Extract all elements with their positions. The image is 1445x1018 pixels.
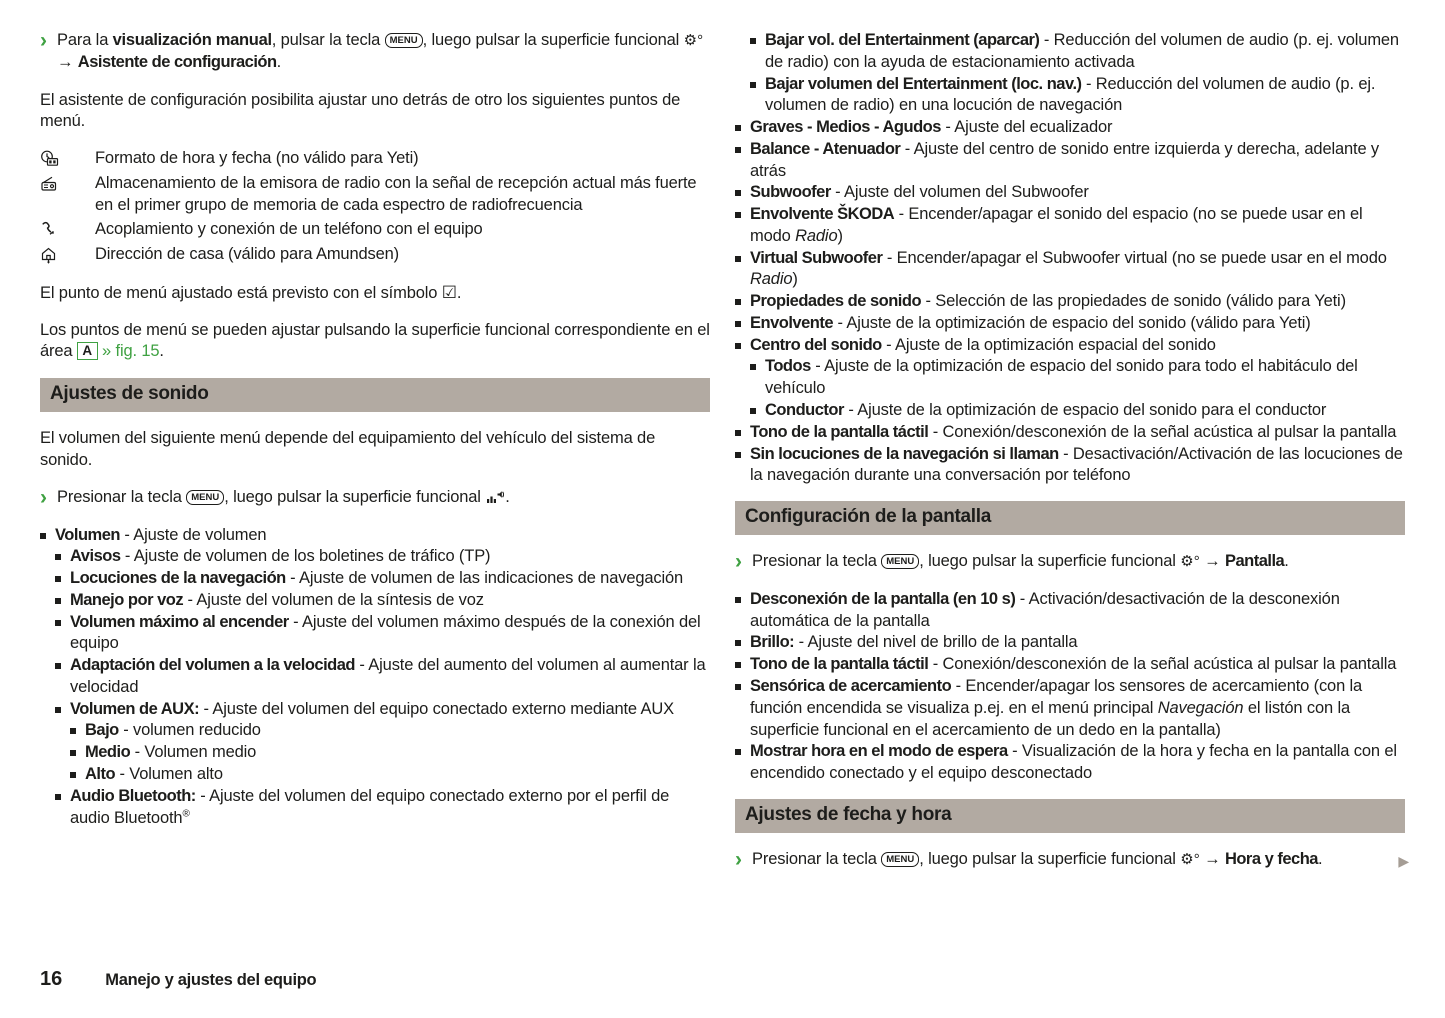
text-segment: Manejo por voz xyxy=(70,590,184,609)
text-segment: Radio xyxy=(795,226,838,245)
area-a-badge: A xyxy=(77,342,98,360)
text-segment: el listón con la superficie funcional en el acercamiento de un dedo en la pantalla) xyxy=(750,698,1350,739)
text-segment: - Ajuste del volumen del equipo conectado externo por el perfil de audio Bluetooth xyxy=(70,786,670,827)
paragraph-symbol xyxy=(40,282,710,305)
text-segment: - Ajuste del volumen del equipo conectado externo mediante AUX xyxy=(199,699,674,718)
text-segment: - Volumen medio xyxy=(130,743,257,762)
setup-item-label: Formato de hora y fecha (no válido para Yeti) xyxy=(95,149,419,168)
text-segment: - Ajuste de la optimización de espacio del sonido para todo el habitáculo del vehículo xyxy=(765,357,1358,398)
text-segment: Bajar volumen del Entertainment (loc. nav.) xyxy=(765,74,1082,93)
text-segment: Conductor xyxy=(765,401,844,420)
text-segment: Propiedades de sonido xyxy=(750,292,922,311)
text-segment: Presionar la tecla xyxy=(752,849,882,868)
text-segment: - Encender/apagar el sonido del espacio (no se puede usar en el modo xyxy=(750,205,1363,245)
text-segment: - Ajuste del aumento del volumen al aumentar la velocidad xyxy=(70,656,706,696)
text-segment: Virtual Subwoofer xyxy=(750,248,883,267)
text-segment: Tono de la pantalla táctil xyxy=(750,655,929,674)
text-segment: , pulsar la tecla xyxy=(271,31,385,49)
text-segment: Volumen de AUX: xyxy=(70,699,200,718)
time-date-icon xyxy=(40,148,95,170)
setup-item xyxy=(40,148,710,170)
text-segment: Graves - Medios - Agudos xyxy=(750,118,941,137)
list-item xyxy=(750,74,1405,118)
text-segment: Brillo: xyxy=(750,633,795,652)
text-segment: - Ajuste del ecualizador xyxy=(940,118,1113,137)
text-segment: - Ajuste de volumen de los boletines de tráfico (TP) xyxy=(120,547,491,566)
text-segment: - Encender/apagar los sensores de acercamiento (con la función encendida se visualiza p.ej. en el menú principal xyxy=(750,676,1363,717)
text-segment: ® xyxy=(182,808,190,820)
list-item xyxy=(55,699,710,721)
setup-item xyxy=(40,173,710,217)
menu-key-icon: MENU xyxy=(881,852,919,867)
list-item xyxy=(735,444,1405,488)
page-continuation-icon: ▶ xyxy=(1398,852,1409,869)
text-segment: Radio xyxy=(750,270,793,289)
text-segment: - Conexión/desconexión de la señal acústica al pulsar la pantalla xyxy=(928,422,1397,441)
text-segment: , luego pulsar la superficie funcional xyxy=(422,31,684,49)
list-item xyxy=(735,182,1405,204)
setup-item-label: Dirección de casa (válido para Amundsen) xyxy=(95,245,399,264)
text-segment: - Selección de las propiedades de sonido (válido para Yeti) xyxy=(921,292,1346,311)
settings-gear-icon: ⚙° xyxy=(1180,850,1200,868)
radio-icon xyxy=(40,173,95,217)
instruction-text xyxy=(752,552,1289,570)
chapter-title: Manejo y ajustes del equipo xyxy=(105,971,317,989)
text-segment: - Reducción del volumen de audio (p. ej. volumen de radio) en una locución de navegación xyxy=(765,74,1376,115)
text-segment: Volumen xyxy=(55,525,120,544)
text-segment: Audio Bluetooth: xyxy=(70,786,196,805)
text-segment: . xyxy=(1284,552,1289,571)
text-segment: , luego pulsar la superficie funcional xyxy=(919,849,1181,868)
list-item xyxy=(735,139,1405,183)
list-item xyxy=(735,654,1405,676)
text-segment: . xyxy=(159,342,164,361)
text-segment: ) xyxy=(792,270,798,289)
menu-key-icon: MENU xyxy=(186,490,224,505)
section-header-sound: Ajustes de sonido xyxy=(40,378,710,412)
setup-item xyxy=(40,244,710,266)
text-segment: - Conexión/desconexión de la señal acústica al pulsar la pantalla xyxy=(928,655,1397,674)
text-segment: Envolvente ŠKODA xyxy=(750,205,895,224)
text-segment: Bajo xyxy=(85,721,119,740)
text-segment: → xyxy=(1199,849,1225,868)
setup-items-list xyxy=(40,148,710,266)
settings-gear-icon: ⚙° xyxy=(1180,553,1200,571)
text-segment: Medio xyxy=(85,743,131,762)
text-segment: Pantalla xyxy=(1224,552,1285,571)
list-item xyxy=(735,204,1405,248)
instruction-sound-menu xyxy=(40,487,710,509)
left-column xyxy=(40,30,710,887)
text-segment: - Ajuste de la optimización de espacio del sonido para el conductor xyxy=(843,401,1327,420)
text-segment: Centro del sonido xyxy=(750,335,882,354)
list-item xyxy=(735,632,1405,654)
text-segment: Locuciones de la navegación xyxy=(70,569,286,588)
list-item xyxy=(735,335,1405,357)
paragraph-volume-dependency xyxy=(40,428,710,472)
text-segment: El volumen del siguiente menú depende del equipamiento del vehículo del sistema de sonido. xyxy=(40,429,656,470)
text-segment: Para la xyxy=(57,31,113,49)
text-segment: Sin locuciones de la navegación si llaman xyxy=(750,444,1059,463)
text-segment: . xyxy=(456,283,462,302)
instruction-text xyxy=(752,850,1322,868)
list-item xyxy=(750,356,1405,400)
list-item xyxy=(735,676,1405,741)
list-item xyxy=(55,590,710,612)
figure-reference-link[interactable]: » fig. 15 xyxy=(97,342,160,361)
text-segment: . xyxy=(505,487,510,506)
setup-item xyxy=(40,219,710,241)
text-segment: , luego pulsar la superficie funcional xyxy=(224,487,486,506)
setup-item-label: Almacenamiento de la emisora de radio con la señal de recepción actual más fuerte en el primer grupo de memoria de cada espectro de radiofrecuencia xyxy=(95,173,697,214)
list-item xyxy=(55,568,710,590)
list-item xyxy=(735,117,1405,139)
text-segment: Mostrar hora en el modo de espera xyxy=(750,742,1008,761)
text-segment: - Ajuste de la optimización espacial del sonido xyxy=(881,335,1216,354)
home-icon xyxy=(40,244,95,266)
text-segment: Todos xyxy=(765,357,811,376)
list-item xyxy=(750,30,1405,74)
text-segment: - Ajuste del volumen máximo después de la conexión del equipo xyxy=(70,612,701,653)
section-header-datetime: Ajustes de fecha y hora xyxy=(735,799,1405,833)
list-item xyxy=(735,422,1405,444)
phone-icon xyxy=(40,219,95,241)
text-segment: Hora y fecha xyxy=(1224,849,1318,868)
text-segment: Bajar vol. del Entertainment (aparcar) xyxy=(765,31,1040,49)
list-item xyxy=(70,742,710,764)
checked-checkbox-icon: ☑ xyxy=(441,282,457,302)
list-item xyxy=(55,546,710,568)
paragraph-assistant xyxy=(40,90,710,134)
list-item xyxy=(70,764,710,786)
text-segment: Subwoofer xyxy=(750,183,831,202)
list-item xyxy=(735,248,1405,292)
section-header-display: Configuración de la pantalla xyxy=(735,501,1405,535)
text-segment: - Encender/apagar el Subwoofer virtual (no se puede usar en el modo xyxy=(882,248,1387,267)
text-segment: - Ajuste de volumen de las indicaciones de navegación xyxy=(285,569,684,588)
text-segment: - Visualización de la hora y fecha en la pantalla con el encendido conectado y el equipo desconectado xyxy=(750,742,1397,783)
text-segment: Desconexión de la pantalla (en 10 s) xyxy=(750,589,1016,608)
text-segment: - Ajuste del nivel de brillo de la pantalla xyxy=(794,633,1078,652)
text-segment: Sensórica de acercamiento xyxy=(750,676,952,695)
text-segment: Presionar la tecla xyxy=(57,487,187,506)
instruction-text xyxy=(57,31,703,71)
page-number: 16 xyxy=(40,968,63,990)
text-segment: . xyxy=(276,52,282,71)
menu-key-icon: MENU xyxy=(881,554,919,569)
sound-settings-list xyxy=(40,525,710,830)
list-item xyxy=(70,720,710,742)
text-segment: - Ajuste del centro de sonido entre izquierda y derecha, adelante y atrás xyxy=(750,139,1380,180)
text-segment: Alto xyxy=(85,764,116,783)
text-segment: Navegación xyxy=(1157,698,1244,717)
text-segment: Adaptación del volumen a la velocidad xyxy=(70,656,355,675)
text-segment: Presionar la tecla xyxy=(752,552,882,571)
list-item xyxy=(55,786,710,830)
list-item xyxy=(735,589,1405,633)
text-segment: El asistente de configuración posibilita ajustar uno detrás de otro los siguientes puntos de menú. xyxy=(40,90,681,131)
list-item xyxy=(55,655,710,699)
list-item xyxy=(735,741,1405,785)
sound-settings-list-continued xyxy=(735,30,1405,487)
text-segment: → xyxy=(57,52,78,71)
volume-icon xyxy=(485,488,505,506)
list-item xyxy=(40,525,710,547)
text-segment: Avisos xyxy=(70,547,121,566)
paragraph-area-reference xyxy=(40,320,710,364)
instruction-datetime-menu xyxy=(735,849,1409,871)
text-segment: Volumen máximo al encender xyxy=(70,612,289,631)
setup-item-label: Acoplamiento y conexión de un teléfono con el equipo xyxy=(95,220,483,239)
text-segment: - Ajuste de volumen xyxy=(119,525,267,544)
text-segment: visualización manual xyxy=(112,31,272,49)
text-segment: , luego pulsar la superficie funcional xyxy=(919,552,1181,571)
text-segment: - Ajuste de la optimización de espacio del sonido (válido para Yeti) xyxy=(833,313,1311,332)
text-segment: . xyxy=(1317,849,1323,868)
text-segment: - Volumen alto xyxy=(115,764,223,783)
text-segment: Balance - Atenuador xyxy=(750,139,901,158)
text-segment: - Reducción del volumen de audio (p. ej. volumen de radio) con la ayuda de estacionamiento activada xyxy=(765,31,1399,71)
text-segment: Los puntos de menú se pueden ajustar pulsando la superficie funcional correspondiente en el área xyxy=(40,320,710,361)
text-segment: El punto de menú ajustado está previsto con el símbolo xyxy=(40,283,442,302)
text-segment: - volumen reducido xyxy=(118,721,261,740)
page-footer xyxy=(40,966,316,992)
instruction-text xyxy=(57,488,510,506)
text-segment: Asistente de configuración xyxy=(77,52,277,71)
display-settings-list xyxy=(735,589,1405,785)
text-segment: - Ajuste del volumen del Subwoofer xyxy=(830,183,1089,202)
text-segment: Envolvente xyxy=(750,313,834,332)
text-segment: Tono de la pantalla táctil xyxy=(750,422,929,441)
list-item xyxy=(55,612,710,656)
menu-key-icon: MENU xyxy=(385,33,423,48)
list-item xyxy=(735,291,1405,313)
text-segment: - Desactivación/Activación de las locuciones de la navegación durante una conversación por teléfono xyxy=(750,444,1403,485)
right-column xyxy=(735,30,1409,887)
text-segment: → xyxy=(1199,552,1225,571)
instruction-manual-display xyxy=(40,30,710,74)
text-segment: - Ajuste del volumen de la síntesis de voz xyxy=(183,590,484,609)
instruction-display-menu xyxy=(735,551,1405,573)
text-segment: - Activación/desactivación de la desconexión automática de la pantalla xyxy=(750,589,1340,630)
list-item xyxy=(735,313,1405,335)
settings-gear-icon: ⚙° xyxy=(683,32,704,49)
text-segment: ) xyxy=(837,226,843,245)
list-item xyxy=(750,400,1405,422)
